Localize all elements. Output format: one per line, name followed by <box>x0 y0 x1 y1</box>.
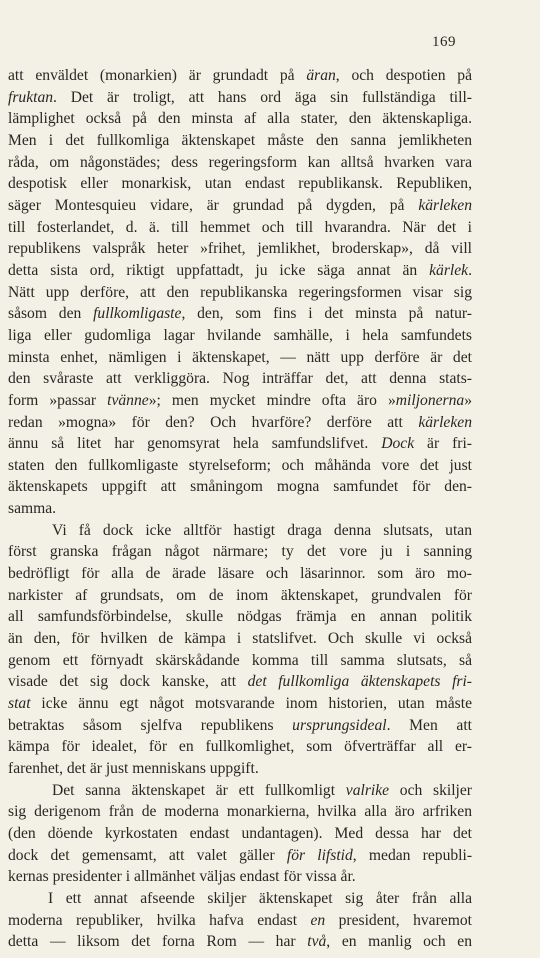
text-line: den svåraste att verkliggöra. Nog inträffar det, att denna stats- <box>8 370 472 388</box>
text-line: despotisk eller monarkisk, utan endast republikansk. Republiken, <box>8 175 472 193</box>
text-line: stat icke ännu egt något motsvarande inom historien, utan måste <box>8 695 472 713</box>
text-line: minsta enhet, nämligen i äktenskapet, — nätt upp derföre är det <box>8 348 472 366</box>
text-line: först granska frågan något närmare; ty det vore ju i sanning <box>8 543 472 561</box>
text-line: betraktas såsom sjelfva republikens ursprungsideal. Men att <box>8 716 472 734</box>
body-text <box>8 65 472 953</box>
text-line: dock det gemensamt, att valet gäller för lifstid, medan republi- <box>8 846 473 864</box>
text-line: all samfundsförbindelse, skulle nödgas främja en annan politik <box>8 608 472 626</box>
text-line: form »passar tvänne»; men mycket mindre ofta äro »miljonerna» <box>8 391 472 409</box>
text-line: redan »mogna» för den? Och hvarföre? derföre att kärleken <box>8 413 472 431</box>
text-line: narkister af grundsats, om de inom äktenskapet, grundvalen för <box>8 586 472 604</box>
text-line: än den, för hvilken de kämpa i statslifvet. Och skulle vi också <box>8 630 472 648</box>
text-line: republikens valspråk heter »frihet, jemlikhet, broderskap», då vill <box>8 240 472 258</box>
text-line: visade det sig dock kanske, att det fullkomliga äktenskapets fri- <box>8 673 472 691</box>
text-line: Det sanna äktenskapet är ett fullkomligt valrike och skiljer <box>52 781 472 799</box>
text-line: Vi få dock icke alltför hastigt draga denna slutsats, utan <box>52 521 472 539</box>
text-line: I ett annat afseende skiljer äktenskapet sig åter från alla <box>48 889 472 907</box>
text-line: samma. <box>8 500 57 518</box>
text-line: moderna republiker, hvilka hafva endast en president, hvaremot <box>8 911 472 929</box>
text-line: (den döende kyrkostaten endast undantagen). Med dessa har det <box>8 824 472 842</box>
text-line: staten den fullkomligaste styrelseform; och måhända vore det just <box>8 456 472 474</box>
text-line: Nätt upp derföre, att den republikanska regeringsformen visar sig <box>8 283 472 301</box>
text-line: detta sista ord, riktigt uppfattadt, ju icke säga annat än kärlek. <box>8 261 472 279</box>
text-line: liga eller gudomliga lagar hvilande samhälle, i hela samfundets <box>8 326 472 344</box>
text-line: genom ett förnyadt skärskådande komma till samma slutsats, så <box>8 651 472 669</box>
text-line: detta — liksom det forna Rom — har två, en manlig och en <box>8 933 472 951</box>
text-line: äktenskapets uppgift att småningom mogna samfundet för den- <box>8 478 472 496</box>
page-number: 169 <box>432 34 456 50</box>
text-line: att enväldet (monarkien) är grundadt på äran, och despotien på <box>8 67 472 84</box>
text-line: till fosterlandet, d. ä. till hemmet och till hvarandra. När det i <box>8 218 472 236</box>
text-line: farenhet, det är just menniskans uppgift. <box>8 760 259 777</box>
text-line: kernas presidenter i allmänhet väljas endast för vissa år. <box>8 868 356 886</box>
text-line: Men i det fullkomliga äktenskapet måste den sanna jemlikheten <box>8 131 472 149</box>
text-line: sig derigenom från de moderna monarkierna, hvilka alla äro arfriken <box>8 803 472 821</box>
text-line: fruktan. Det är troligt, att hans ord äga sin fullständiga till- <box>8 88 472 106</box>
text-line: såsom den fullkomligaste, den, som fins i det minsta på natur- <box>8 305 472 323</box>
text-line: kämpa för idealet, för en fullkomlighet, som öfverträffar all er- <box>8 738 472 756</box>
text-line: säger Montesquieu vidare, är grundad på dygden, på kärleken <box>8 196 472 214</box>
text-line: råda, om någonstädes; dess regeringsform kan alltså hvarken vara <box>8 153 472 171</box>
text-line: ännu så litet har genomsyrat hela samfundslifvet. Dock är fri- <box>8 435 472 453</box>
text-line: lämplighet också på den minsta af alla stater, den äktenskapliga. <box>8 110 472 128</box>
text-line: bedröfligt för alla de ärade läsare och läsarinnor. som äro mo- <box>8 565 472 583</box>
